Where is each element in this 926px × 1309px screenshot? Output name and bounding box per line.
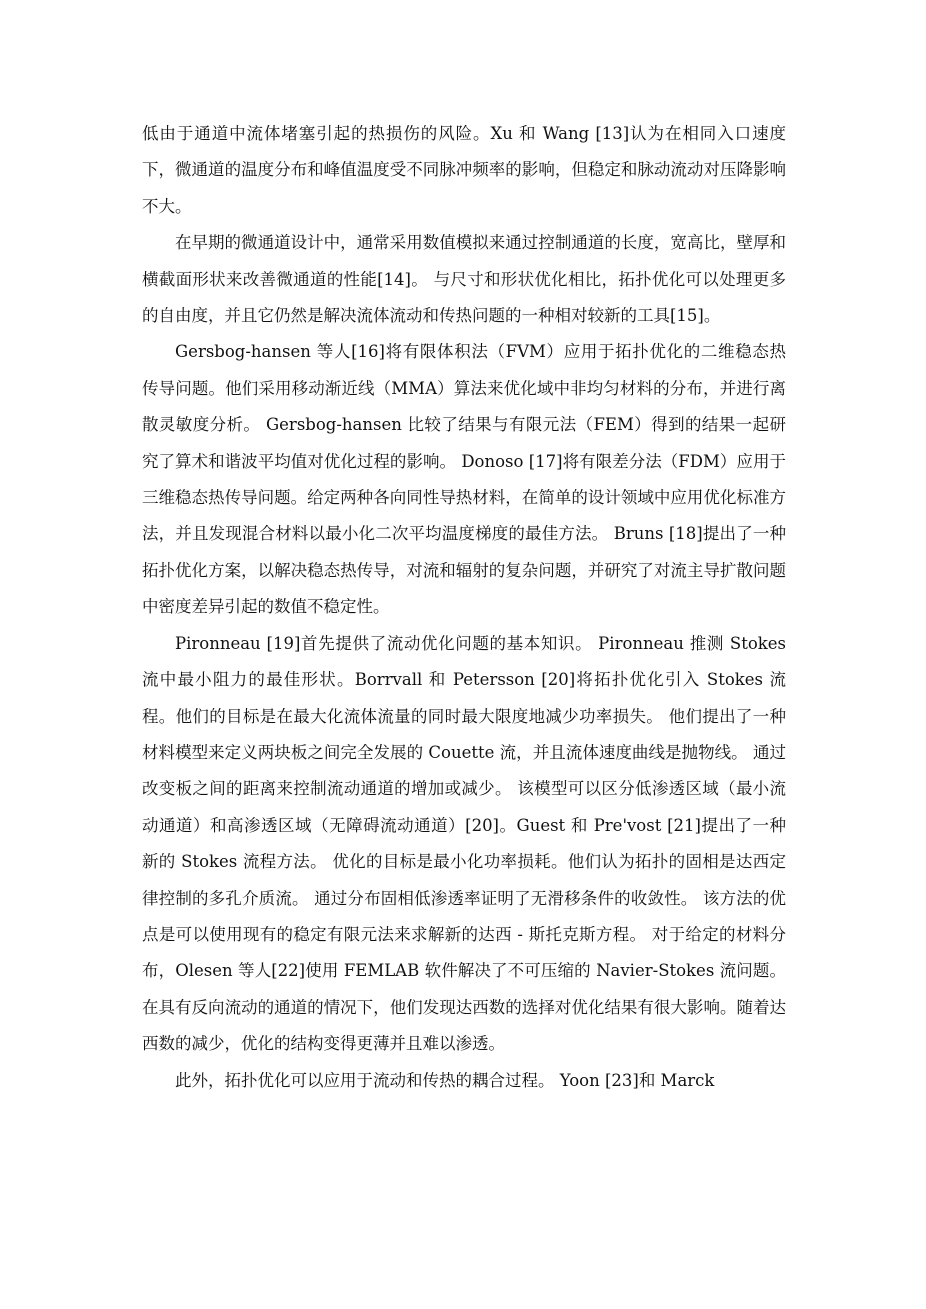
body-text — [142, 116, 786, 1099]
paragraph-4: Pironneau [19]首先提供了流动优化问题的基本知识。 Pironneau 推测 Stokes 流中最小阻力的最佳形状。Borrvall 和 Petersson [20]将拓扑优化引入 Stokes 流程。他们的目标是在最大化流体流量的同时最大限度地减少功率损失。 他们提出了一种材料模型来定义两块板之间完全发展的 Couette 流，并且流体速度曲线是抛物线。 通过改变板之间的距离来控制流动通道的增加或减少。 该模型可以区分低渗透区域（最小流动通道）和高渗透区域（无障碍流动通道）[20]。Guest 和 Pre'vost [21]提出了一种新的 Stokes 流程方法。 优化的目标是最小化功率损耗。他们认为拓扑的固相是达西定律控制的多孔介质流。 通过分布固相低渗透率证明了无滑移条件的收敛性。 该方法的优点是可以使用现有的稳定有限元法来求解新的达西 - 斯托克斯方程。 对于给定的材料分布，Olesen 等人[22]使用 FEMLAB 软件解决了不可压缩的 Navier-Stokes 流问题。 在具有反向流动的通道的情况下，他们发现达西数的选择对优化结果有很大影响。随着达西数的减少，优化的结构变得更薄并且难以渗透。 — [142, 633, 786, 1054]
paragraph-2: 在早期的微通道设计中，通常采用数值模拟来通过控制通道的长度，宽高比，壁厚和横截面形状来改善微通道的性能[14]。 与尺寸和形状优化相比，拓扑优化可以处理更多的自由度，并且它仍然是解决流体流动和传热问题的一种相对较新的工具[15]。 — [142, 233, 786, 326]
paragraph-1: 低由于通道中流体堵塞引起的热损伤的风险。Xu 和 Wang [13]认为在相同入口速度下，微通道的温度分布和峰值温度受不同脉冲频率的影响，但稳定和脉动流动对压降影响不大。 — [142, 124, 786, 216]
paragraph-3: Gersbog-hansen 等人[16]将有限体积法（FVM）应用于拓扑优化的二维稳态热传导问题。他们采用移动渐近线（MMA）算法来优化域中非均匀材料的分布，并进行离散灵敏度分析。 Gersbog-hansen 比较了结果与有限元法（FEM）得到的结果一起研究了算术和谐波平均值对优化过程的影响。 Donoso [17]将有限差分法（FDM）应用于三维稳态热传导问题。给定两种各向同性导热材料，在简单的设计领域中应用优化标准方法，并且发现混合材料以最小化二次平均温度梯度的最佳方法。 Bruns [18]提出了一种拓扑优化方案，以解决稳态热传导，对流和辐射的复杂问题，并研究了对流主导扩散问题中密度差异引起的数值不稳定性。 — [142, 342, 786, 617]
paragraph-5: 此外，拓扑优化可以应用于流动和传热的耦合过程。 Yoon [23]和 Marck — [175, 1070, 715, 1090]
